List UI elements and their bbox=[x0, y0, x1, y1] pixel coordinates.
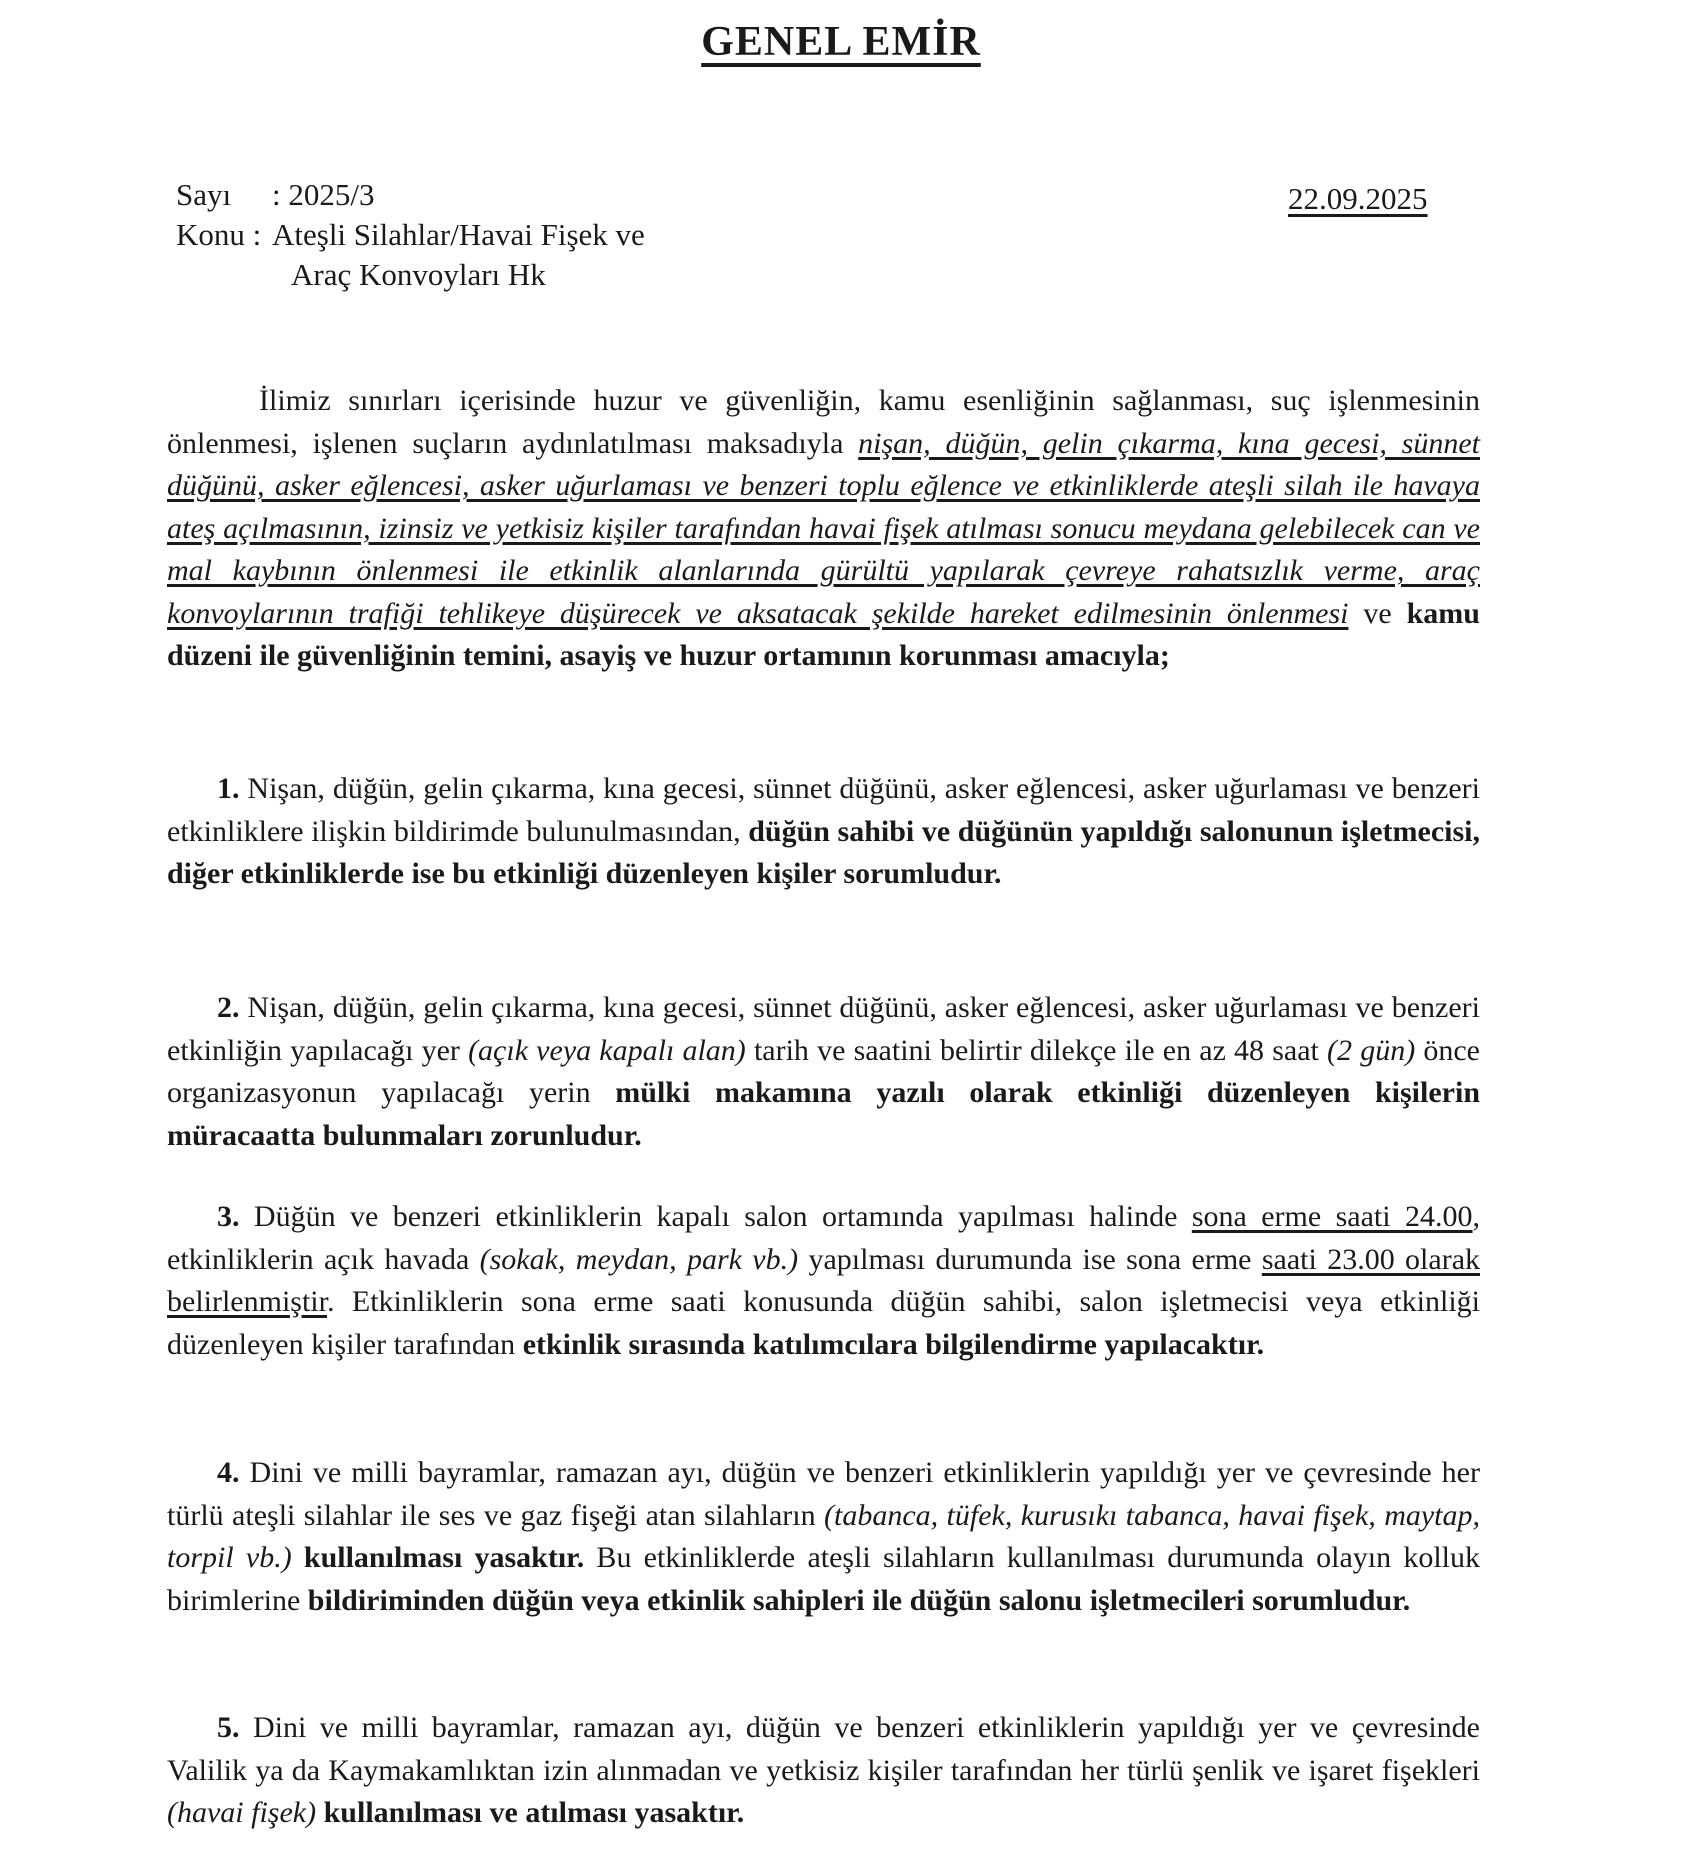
item-bold-text: bildiriminden düğün veya etkinlik sahipleri ile düğün salonu işletmecileri sorumludur. bbox=[307, 1583, 1411, 1617]
item-bold-text: mülki makamına yazılı olarak etkinliği düzenleyen kişilerin müracaatta bulunmaları zorunludur. bbox=[167, 1076, 1480, 1152]
subject bbox=[176, 216, 645, 254]
document-date: 22.09.2025 bbox=[1288, 181, 1428, 216]
item-italic-text: (açık veya kapalı alan) bbox=[468, 1033, 746, 1067]
item-italic-text: (tabanca, tüfek, kurusıkı tabanca, havai fişek, maytap, torpil vb.) bbox=[167, 1498, 1481, 1574]
subject-line-2: Araç Konvoyları Hk bbox=[291, 257, 546, 292]
item-bold-text: kullanılması yasaktır. bbox=[291, 1541, 585, 1574]
item-number: 1. bbox=[217, 772, 240, 805]
item-text: yapılması durumunda ise sona erme bbox=[798, 1242, 1262, 1276]
item-bold-text: düğün sahibi ve düğünün yapıldığı salonunun işletmecisi, diğer etkinliklerde ise bu etkinliği düzenleyen kişiler sorumludur. bbox=[167, 814, 1480, 890]
item-number: 3. bbox=[217, 1200, 240, 1233]
item-italic-text: (2 gün) bbox=[1327, 1033, 1416, 1067]
item-text: Nişan, düğün, gelin çıkarma, kına gecesi, sünnet düğünü, asker eğlencesi, asker uğurlaması ve benzeri etkinliklere ilişkin bildirimde bulunulmasından, bbox=[167, 772, 1480, 848]
item-text: Dini ve milli bayramlar, ramazan ayı, düğün ve benzeri etkinliklerin yapıldığı yer ve çevresinde Valilik ya da Kaymakamlıktan izin alınmadan ve yetkisiz kişiler tarafından her türlü şenlik ve işaret fişekleri bbox=[167, 1711, 1480, 1787]
document-title: GENEL EMİR bbox=[701, 19, 981, 65]
item-text: Dini ve milli bayramlar, ramazan ayı, düğün ve benzeri etkinliklerin yapıldığı yer ve çevresinde her türlü ateşli silahlar ile ses ve gaz fişeği atan silahların bbox=[167, 1456, 1480, 1532]
list-item bbox=[167, 1196, 1480, 1366]
item-text: , etkinliklerin açık havada bbox=[167, 1200, 1480, 1276]
item-italic-text: (sokak, meydan, park vb.) bbox=[479, 1242, 799, 1276]
intro-bold-text: kamu düzeni ile güvenliğinin temini, asayiş ve huzur ortamının korunması amacıyla; bbox=[167, 596, 1480, 672]
list-item bbox=[167, 1707, 1480, 1835]
intro-underlined-text: nişan, düğün, gelin çıkarma, kına gecesi, sünnet düğünü, asker eğlencesi, asker uğurlaması ve benzeri toplu eğlence ve etkinliklerde ateşli silah ile havaya ateş açılmasının, izinsiz ve yetkisiz kişiler tarafından havai fişek atılması sonucu meydana gelebilecek can ve mal kaybının önlenmesi ile etkinlik alanlarında gürültü yapılarak çevreye rahatsızlık verme, araç konvoylarının trafiği tehlikeye düşürecek ve aksatacak şekilde hareket edilmesinin önlenmesi bbox=[167, 426, 1480, 630]
item-number: 2. bbox=[217, 991, 240, 1024]
item-bold-text: kullanılması ve atılması yasaktır. bbox=[316, 1796, 745, 1829]
item-text: . Etkinliklerin sona erme saati konusunda düğün sahibi, salon işletmecisi veya etkinliği düzenleyen kişiler tarafından bbox=[167, 1285, 1480, 1361]
reference-number-value: : 2025/3 bbox=[272, 177, 375, 212]
reference-number bbox=[176, 176, 374, 214]
intro-connector: ve bbox=[1348, 596, 1407, 630]
subject-line-1: Ateşli Silahlar/Havai Fişek ve bbox=[272, 217, 645, 252]
intro-text: İlimiz sınırları içerisinde huzur ve güvenliğin, kamu esenliğinin sağlanması, suç işlenmesinin önlenmesi, işlenen suçların aydınlatılması maksadıyla bbox=[167, 384, 1480, 460]
item-text: Nişan, düğün, gelin çıkarma, kına gecesi, sünnet düğünü, asker eğlencesi, asker uğurlaması ve benzeri etkinliğin yapılacağı yer bbox=[167, 991, 1480, 1067]
item-underlined-text: saati 23.00 olarak belirlenmiştir bbox=[167, 1242, 1481, 1318]
item-text: Düğün ve benzeri etkinliklerin kapalı salon ortamında yapılması halinde bbox=[239, 1200, 1192, 1233]
item-number: 5. bbox=[217, 1711, 240, 1744]
item-text: önce organizasyonun yapılacağı yerin bbox=[167, 1033, 1481, 1109]
item-text: Bu etkinliklerde ateşli silahların kullanılması durumunda olayın kolluk birimlerine bbox=[167, 1541, 1480, 1617]
intro-paragraph bbox=[167, 380, 1480, 678]
item-text: tarih ve saatini belirtir dilekçe ile en az 48 saat bbox=[745, 1033, 1328, 1067]
list-item bbox=[167, 987, 1480, 1157]
item-underlined-text: sona erme saati 24.00 bbox=[1191, 1200, 1473, 1233]
item-number: 4. bbox=[217, 1456, 240, 1489]
subject-label: Konu : bbox=[176, 217, 262, 252]
list-item bbox=[167, 1452, 1480, 1622]
reference-number-label: Sayı bbox=[176, 177, 232, 212]
item-italic-text: (havai fişek) bbox=[167, 1796, 317, 1829]
list-item bbox=[167, 768, 1480, 896]
item-bold-text: etkinlik sırasında katılımcılara bilgilendirme yapılacaktır. bbox=[522, 1327, 1265, 1361]
